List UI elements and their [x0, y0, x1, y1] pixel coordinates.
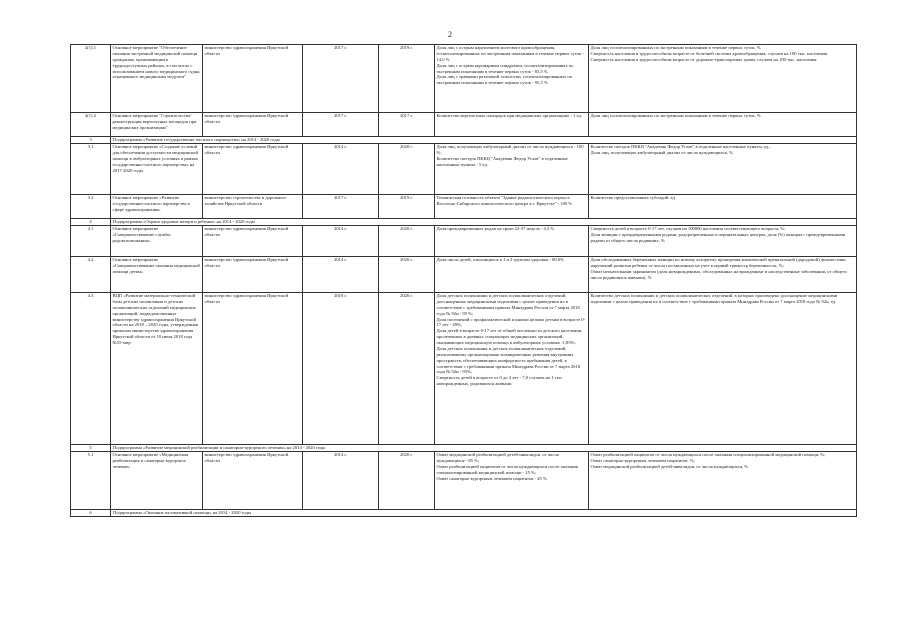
measure-indicators: Количество вертолетных площадок при медицинских организациях - 1 ед. — [435, 113, 589, 137]
page-number: 2 — [448, 30, 452, 39]
executor: министерство здравоохранения Иркутской области — [203, 226, 303, 257]
executor: министерство здравоохранения Иркутской области — [203, 45, 303, 113]
program-indicators: Охват реабилитацией пациентов от числа нуждающихся после оказания специализированной медицинской помощи, %; Охват санаторно-курортным лечением пациентов, %; Охват медицинской реабилитацией детей-инвалидов, от числа нуждающихся, % — [589, 452, 857, 510]
measure-name: Основное мероприятие «Медицинская реабилитация и санаторно-курортное лечение» — [111, 452, 203, 510]
subprogram-title: Подпрограмма «Развитие государственно-частного партнерства» на 2014 - 2020 годы — [111, 137, 857, 144]
subprogram-row — [71, 445, 857, 452]
row-number: 3.1 — [71, 144, 111, 195]
subprogram-title: Подпрограмма «Развитие медицинской реабилитации и санаторно-курортного лечения» на 2014 - 2020 годы — [111, 445, 857, 452]
end-year: 2017 г. — [379, 113, 435, 137]
measure-name: Основное мероприятие "Строительство/реконструкция вертолетных площадок при медицинских организациях" — [111, 113, 203, 137]
row-number: 5.1 — [71, 452, 111, 510]
row-number: 4.2 — [71, 257, 111, 293]
end-year: 2020 г. — [379, 452, 435, 510]
measure-row — [71, 226, 857, 257]
program-indicators: Доля лиц госпитализированных по экстренным показаниям в течение первых суток, % Смертность населения в трудоспособном возрасте от болезней системы кровообращения, случаев на 100 тыс. населения Смертность населения в трудоспособном возрасте от дорожно-транспортных травм, случаев на 100 тыс. населения — [589, 45, 857, 113]
start-year: 2014 г. — [303, 226, 379, 257]
end-year: 2020 г. — [379, 257, 435, 293]
measure-indicators: Доля преждевременных родов на сроке 22-37 недель - 4,3 % — [435, 226, 589, 257]
row-number: 2(1).2 — [71, 113, 111, 137]
end-year: 2020 г. — [379, 293, 435, 445]
end-year: 2019 г. — [379, 45, 435, 113]
executor: министерство здравоохранения Иркутской области — [203, 452, 303, 510]
row-number: 6 — [71, 510, 111, 517]
measure-indicators: Охват медицинской реабилитацией детей-инвалидов, от числа нуждающихся - 85 %; Охват реабилитацией пациентов от числа нуждающихся после оказания специализированной медицинской помощи - 25 %; Охват санаторно-курортным лечением пациентов - 45 % — [435, 452, 589, 510]
row-number: 3.2 — [71, 195, 111, 219]
measure-indicators: Доля детских поликлиник и детских поликлинических отделений, дооснащенных медицинскими изделиями с целью приведения их в соответствие с требованиями приказа Минздрава России от 7 марта 2018 года № 92н - 95 %; Доля посещений с профилактической и иными целями детьми в возрасте 0-17 лет - 49%; Доля детей в возрасте 0-17 лет от общей численности детского населения, пролеченных в дневных стационарах медицинских организаций, оказывающих медицинскую помощь в амбулаторных условиях -1,85%; Доля детских поликлиник и детских поликлинических отделений, реализовавших организационно-планировочные решения внутренних пространств, обеспечивающих комфортность пребывания детей, в соответствии с требованиями приказа Минздрава России от 7 марта 2018 года № 92н - 95%; Смертность детей в возрасте от 0 до 4 лет - 7,0 случаев на 1 тыс. новорожденных, родившихся живыми — [435, 293, 589, 445]
row-number: 4.1 — [71, 226, 111, 257]
subprogram-row — [71, 219, 857, 226]
row-number: 2(1).1 — [71, 45, 111, 113]
subprogram-title: Подпрограмма «Оказание паллиативной помощи» на 2014 - 2020 годы — [111, 510, 857, 517]
row-number: 3 — [71, 137, 111, 144]
executor: министерство здравоохранения Иркутской области — [203, 257, 303, 293]
measure-row — [71, 195, 857, 219]
start-year: 2017 г. — [303, 195, 379, 219]
end-year: 2020 г. — [379, 226, 435, 257]
start-year: 2017 г. — [303, 113, 379, 137]
start-year: 2014 г. — [303, 144, 379, 195]
end-year: 2019 г. — [379, 195, 435, 219]
row-number: 5 — [71, 445, 111, 452]
measure-indicators: Доля числа детей, относящихся к 1 и 2 группам здоровья - 80,6% — [435, 257, 589, 293]
measure-row — [71, 144, 857, 195]
measure-indicators: Техническая готовность объекта "Здание радиологического корпуса Восточно-Сибирского онкологического центра в г. Иркутске" - 100 % — [435, 195, 589, 219]
start-year: 2018 г. — [303, 293, 379, 445]
start-year: 2014 г. — [303, 452, 379, 510]
measure-row — [71, 257, 857, 293]
measure-row — [71, 45, 857, 113]
subprogram-title: Подпрограмма «Охрана здоровья матери и ребенка» на 2014 - 2020 годы — [111, 219, 857, 226]
program-indicators: Количество поездок ПККЦ "Академик Федор Углов" в отдаленные населенные пункты, ед.; Доля лиц, получающих амбулаторный диализ от числа нуждающихся, % — [589, 144, 857, 195]
program-indicators: Смертность детей в возрасте 0-17 лет, случаев на 100000 населения соответствующего возраста, %; Доля женщин с преждевременными родами, родоразрешенных в перинатальных центрах, доля (%) женщин с преждевременными родами от общего числа родивших, % — [589, 226, 857, 257]
subprogram-row — [71, 137, 857, 144]
start-year: 2017 г. — [303, 45, 379, 113]
executor: министерство здравоохранения Иркутской области — [203, 113, 303, 137]
measure-row — [71, 452, 857, 510]
executor: министерство здравоохранения Иркутской области — [203, 293, 303, 445]
program-indicators: Доля обследованных беременных женщин по новому алгоритму проведения комплексной пренатальной (дородовой) диагностики нарушений развития ребенка от числа поставленных на учет в первый триместр беременности, %; Охват неонатальным скринингом (доля новорожденных, обследованных на врожденные и наследственные заболевания, от общего числа родившихся живыми), % — [589, 257, 857, 293]
measure-name: Основное мероприятие «Создание условий для обеспечения доступности медицинской помощи в амбулаторных условиях в рамках государственно-частного партнерства» на 2017-2020 годы — [111, 144, 203, 195]
measure-name: Основное мероприятие "Обеспечение оказания экстренной медицинской помощи гражданам, проживающим в труднодоступных районах, в том числе с использованием нового медицинского судна, оснащенного медицинским модулем" — [111, 45, 203, 113]
end-year: 2020 г. — [379, 144, 435, 195]
executor: министерство строительства и дорожного хозяйства Иркутской области — [203, 195, 303, 219]
measure-indicators: Доля лиц, получающих амбулаторный диализ от числа нуждающихся - 100 %; Количество поездок ПККЦ "Академик Федор Углов" в отдаленные населенные пункты - 5 ед. — [435, 144, 589, 195]
measure-indicators: Доля лиц с острым нарушением мозгового кровообращения, госпитализированных по экстренным показаниям в течение первых суток - 14,0 % Доля лиц с острым коронарным синдромом, госпитализированных по экстренным показаниям в течение первых суток - 83,5 % Доля лиц с травмами различной этиологии, госпитализированных по экстренным показаниям в течение первых суток - 95,5 % — [435, 45, 589, 113]
program-indicators: Количество предоставленных субсидий, ед — [589, 195, 857, 219]
subprogram-row — [71, 510, 857, 517]
measure-row — [71, 113, 857, 137]
row-number: 4.3 — [71, 293, 111, 445]
measure-row — [71, 293, 857, 445]
measures-table — [70, 44, 857, 517]
measure-name: ВЦП «Развитие материально-технической базы детских поликлиник и детских поликлинических отделений медицинских организаций, подведомственных министерству здравоохранения Иркутской области на 2018 – 2020 годы, утвержденная приказом министерства здравоохранения Иркутской области от 10 июля 2018 года №55-мпр — [111, 293, 203, 445]
measure-name: Основное мероприятие «Совершенствование оказания медицинской помощи детям» — [111, 257, 203, 293]
row-number: 4 — [71, 219, 111, 226]
program-indicators: Количество детских поликлиник и детских поликлинических отделений, в которых произведено дооснащение медицинскими изделиями с целью приведения их в соответствие с требованиями приказа Минздрава России от 7 марта 2018 года № 92н, ед. — [589, 293, 857, 445]
program-indicators: Доля лиц госпитализированных по экстренным показаниям в течение первых суток, % — [589, 113, 857, 137]
measure-name: Основное мероприятие «Развитие государственно-частного партнерства в сфере здравоохранения» — [111, 195, 203, 219]
start-year: 2014 г. — [303, 257, 379, 293]
measure-name: Основное мероприятие «Совершенствование службы родовспоможения» — [111, 226, 203, 257]
executor: министерство здравоохранения Иркутской области — [203, 144, 303, 195]
